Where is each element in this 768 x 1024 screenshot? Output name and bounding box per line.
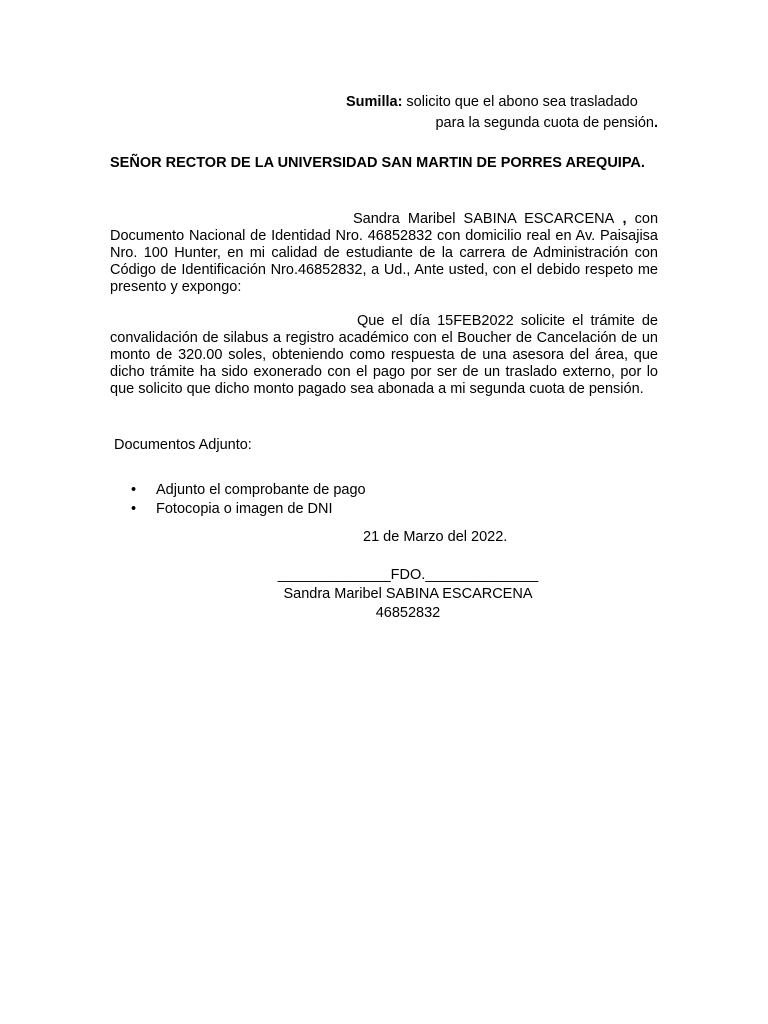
signature-block [258, 566, 558, 623]
request-paragraph: Que el día 15FEB2022 solicite el trámite de convalidación de silabus a registro académico con el Boucher de Cancelación de un monto de 320.00 soles, obteniendo como respuesta de una asesora del área, que dicho trámite ha sido exonerado con el pago por ser de un traslado externo, por lo que solicito que dicho monto pagado sea abonada a mi segunda cuota de pensión. [110, 313, 658, 397]
signature-line: ______________FDO.______________ [277, 567, 539, 583]
list-item [130, 500, 366, 519]
list-item [130, 481, 366, 500]
list-item-text: Adjunto el comprobante de pago [156, 482, 366, 498]
signature-dni: 46852832 [375, 605, 441, 621]
list-item-text: Fotocopia o imagen de DNI [156, 501, 333, 517]
intro-paragraph-text: con Documento Nacional de Identidad Nro. 46852832 con domicilio real en Av. Paisajisa Nro. 100 Hunter, en mi calidad de estudiante de la carrera de Administración con Código de Identificación Nro.46852832, a Ud., Ante usted, con el debido respeto me presento y expongo: [110, 211, 659, 295]
documents-list [130, 481, 366, 519]
sumilla-line-1 [346, 92, 658, 113]
bullet-icon: • [131, 501, 137, 517]
bullet-icon: • [131, 482, 137, 498]
intro-paragraph [110, 211, 658, 296]
sumilla-label: Sumilla: [346, 94, 403, 110]
signature-name: Sandra Maribel SABINA ESCARCENA [283, 586, 533, 602]
sumilla-line-2 [346, 113, 658, 134]
documents-heading: Documentos Adjunto: [114, 437, 252, 453]
addressee-heading: SEÑOR RECTOR DE LA UNIVERSIDAD SAN MARTIN DE PORRES AREQUIPA. [110, 155, 645, 171]
sumilla-text-2: para la segunda cuota de pensión [435, 115, 654, 131]
sumilla [346, 92, 658, 134]
applicant-name: Sandra Maribel SABINA ESCARCENA [353, 211, 615, 227]
sumilla-text-1: solicito que el abono sea trasladado [402, 94, 638, 110]
sumilla-period: . [653, 115, 658, 131]
applicant-name-comma: , [614, 211, 627, 227]
document-date: 21 de Marzo del 2022. [363, 529, 508, 545]
